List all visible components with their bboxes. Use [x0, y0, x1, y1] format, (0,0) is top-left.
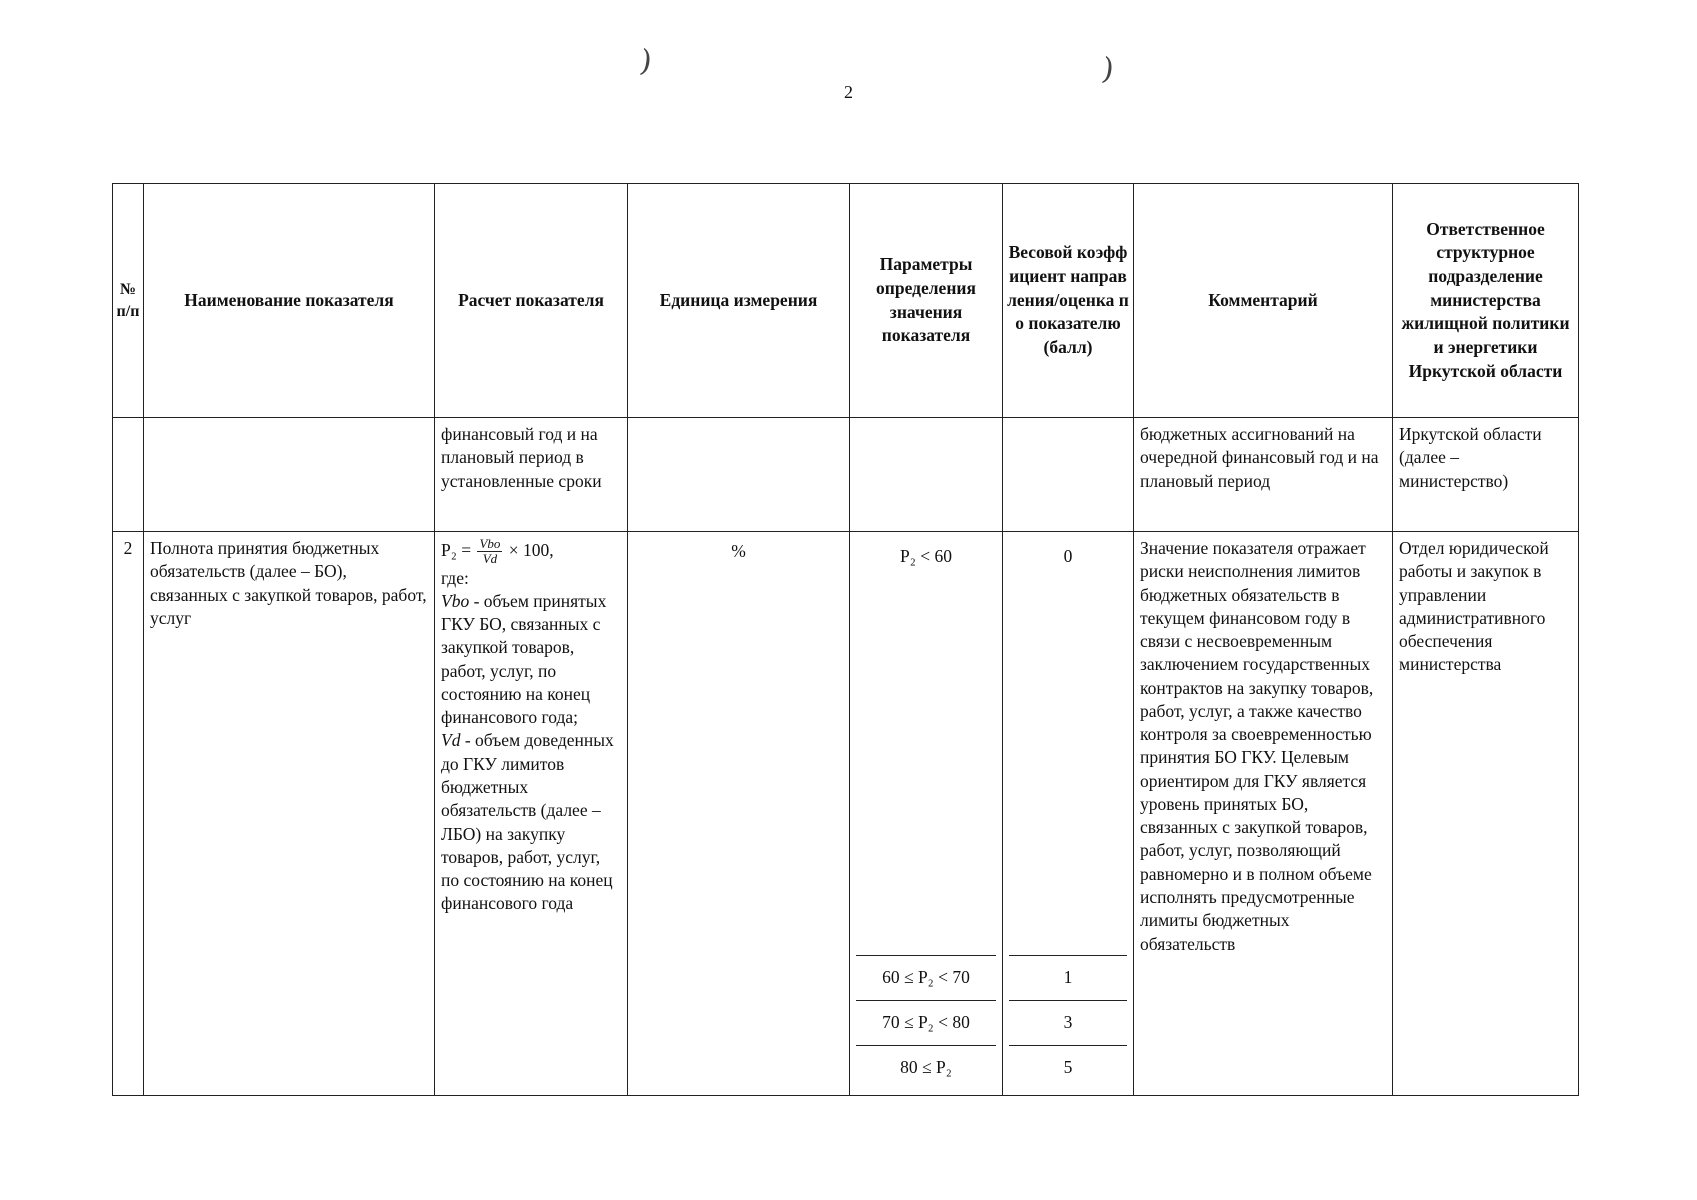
cell-empty [628, 418, 850, 532]
row-number: 2 [113, 532, 144, 1096]
var2-description: - объем доведенных до ГКУ лимитов бюджетных обязательств (далее –ЛБО) на закупку товаров, работ, услуг, по состоянию на конец финансового года [441, 730, 614, 914]
param-score: 1 [1009, 955, 1127, 1000]
formula-var1 [441, 590, 621, 730]
var1-description: - объем принятых ГКУ БО, связанных с закупкой товаров, работ, услуг, по состоянию на конец финансового года; [441, 590, 607, 728]
param-score: 5 [1009, 1045, 1127, 1090]
header-num: № п/п [113, 184, 144, 418]
formula-where: где: [441, 567, 469, 588]
var2-symbol: Vd [441, 730, 461, 751]
header-name: Наименование показателя [144, 184, 435, 418]
scan-mark-left: ) [637, 43, 655, 80]
param-score: 3 [1009, 1000, 1127, 1045]
param-condition: 60 ≤ P₂ < 70 [856, 955, 996, 1000]
cell-empty [850, 418, 1003, 532]
indicator-comment: Значение показателя отражает риски неисполнения лимитов бюджетных обязательств в текущем финансовом году в связи с несвоевременным заключением государственных контрактов на закупку товаров, работ, услуг, а также качество контроля за своевременностью принятия БО ГКУ. Целевым ориентиром для ГКУ является уровень принятых БО, связанных с закупкой товаров, работ, услуг, позволяющий равномерно и в полном объеме исполнять предусмотренные лимиты бюджетных обязательств [1134, 532, 1393, 1096]
header-unit: Единица измерения [628, 184, 850, 418]
table-row-continuation [113, 418, 1579, 532]
cell-empty [1003, 418, 1134, 532]
formula-lhs: P₂ = [441, 539, 476, 560]
indicator-weights [1003, 532, 1134, 1096]
formula-numerator: Vbo [479, 536, 501, 551]
var1-symbol: Vbo [441, 590, 470, 611]
cell-empty [144, 418, 435, 532]
indicator-params [850, 532, 1003, 1096]
indicators-table [112, 183, 1579, 1096]
indicator-name: Полнота принятия бюджетных обязательств (далее – БО), связанных с закупкой товаров, работ, услуг [144, 532, 435, 1096]
param-condition: 80 ≤ P₂ [856, 1045, 996, 1090]
formula-rhs: × 100, [504, 539, 554, 560]
table-row-2 [113, 532, 1579, 1096]
header-calc: Расчет показателя [435, 184, 628, 418]
table-header-row [113, 184, 1579, 418]
indicator-unit: % [628, 532, 850, 1096]
formula [441, 537, 621, 567]
param-condition: P₂ < 60 [900, 546, 952, 566]
param-score: 0 [1063, 546, 1073, 566]
cell-empty [113, 418, 144, 532]
indicator-responsible: Отдел юридической работы и закупок в управлении административного обеспечения министерства [1393, 532, 1579, 1096]
page-number: 2 [844, 82, 853, 102]
cont-calc: финансовый год и на плановый период в установленные сроки [435, 418, 628, 532]
header-responsible: Ответственное структурное подразделение министерства жилищной политики и энергетики Иркутской области [1393, 184, 1579, 418]
formula-fraction [477, 537, 502, 567]
header-params: Параметры определения значения показателя [850, 184, 1003, 418]
scan-mark-right: ) [1099, 51, 1117, 88]
header-comment: Комментарий [1134, 184, 1393, 418]
header-weight: Весовой коэффициент направления/оценка по показателю (балл) [1003, 184, 1134, 418]
cont-comment: бюджетных ассигнований на очередной финансовый год и на плановый период [1134, 418, 1393, 532]
cont-responsible: Иркутской области (далее – министерство) [1393, 418, 1579, 532]
formula-denominator: Vd [482, 551, 498, 567]
indicator-calc [435, 532, 628, 1096]
formula-var2 [441, 729, 621, 915]
param-condition: 70 ≤ P₂ < 80 [856, 1000, 996, 1045]
